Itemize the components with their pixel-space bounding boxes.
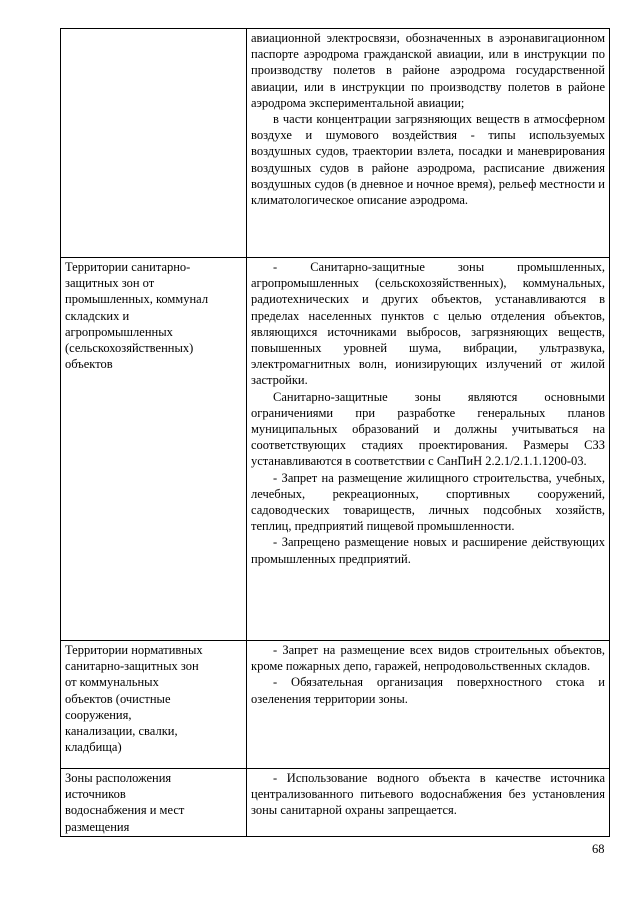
zone-name-cell bbox=[61, 641, 247, 769]
zone-name: Территории нормативных санитарно-защитных зон от коммунальных объектов (очистные сооружения, канализации, свалки, кладбища) bbox=[65, 643, 203, 755]
zone-restrictions-cell bbox=[247, 258, 610, 641]
restriction-paragraph: авиационной электросвязи, обозначенных в аэронавигационном паспорте аэродрома гражданской авиации, или в инструкции по производству полетов в районе аэродрома государственной авиации, или в инструкции по производству полетов в районе аэродрома экспериментальной авиации; bbox=[251, 31, 605, 110]
zone-name-cell bbox=[61, 258, 247, 641]
restriction-paragraph: - Запрещено размещение новых и расширение действующих промышленных предприятий. bbox=[251, 535, 605, 566]
table-row bbox=[61, 258, 610, 641]
restriction-paragraph: - Запрет на размещение жилищного строительства, учебных, лечебных, рекреационных, спортивных сооружений, садоводческих товариществ, личных подсобных хозяйств, теплиц, предприятий пищевой промышленности. bbox=[251, 470, 605, 534]
table-row bbox=[61, 769, 610, 837]
zone-name: Зоны расположения источников водоснабжения и мест размещения bbox=[65, 771, 185, 834]
zone-restrictions-cell bbox=[247, 769, 610, 837]
zone-name: Территории санитарно- защитных зон от промышленных, коммунал складских и агропромышленных (сельскохозяйственных) объектов bbox=[65, 260, 209, 372]
table-row bbox=[61, 29, 610, 258]
regulations-table bbox=[60, 28, 610, 837]
zone-name-cell bbox=[61, 29, 247, 258]
zone-restrictions-cell bbox=[247, 29, 610, 258]
restriction-paragraph: в части концентрации загрязняющих веществ в атмосферном воздухе и шумового воздействия - типы используемых воздушных судов, траектории взлета, посадки и маневрирования воздушных судов в районе аэродрома, расписание движения воздушных судов (в дневное и ночное время), рельеф местности и климатологическое описание аэродрома. bbox=[251, 112, 605, 208]
page-number: 68 bbox=[592, 842, 605, 856]
restriction-paragraph: - Обязательная организация поверхностного стока и озеленения территории зоны. bbox=[251, 675, 605, 706]
zone-restrictions-cell bbox=[247, 641, 610, 769]
zone-name-cell bbox=[61, 769, 247, 837]
table-row bbox=[61, 641, 610, 769]
restriction-paragraph: - Запрет на размещение всех видов строительных объектов, кроме пожарных депо, гаражей, непродовольственных складов. bbox=[251, 643, 605, 674]
restriction-paragraph: - Использование водного объекта в качестве источника централизованного питьевого водоснабжения без установления зоны санитарной охраны запрещается. bbox=[251, 771, 605, 818]
restriction-paragraph: - Санитарно-защитные зоны промышленных, агропромышленных (сельскохозяйственных), коммунальных, радиотехнических и других объектов, устанавливаются в пределах населенных пунктов с целью отделения объектов, являющихся источниками выбросов, загрязняющих веществ, повышенных уровней шума, вибрации, ультразвука, электромагнитных волн, ионизирующих излучений от жилой застройки. bbox=[251, 260, 605, 388]
restriction-paragraph: Санитарно-защитные зоны являются основными ограничениями при разработке генеральных планов муниципальных образований и должны учитываться на соответствующих стадиях проектирования. Размеры СЗЗ устанавливаются в соответствии с СанПиН 2.2.1/2.1.1.1200-03. bbox=[251, 389, 605, 469]
